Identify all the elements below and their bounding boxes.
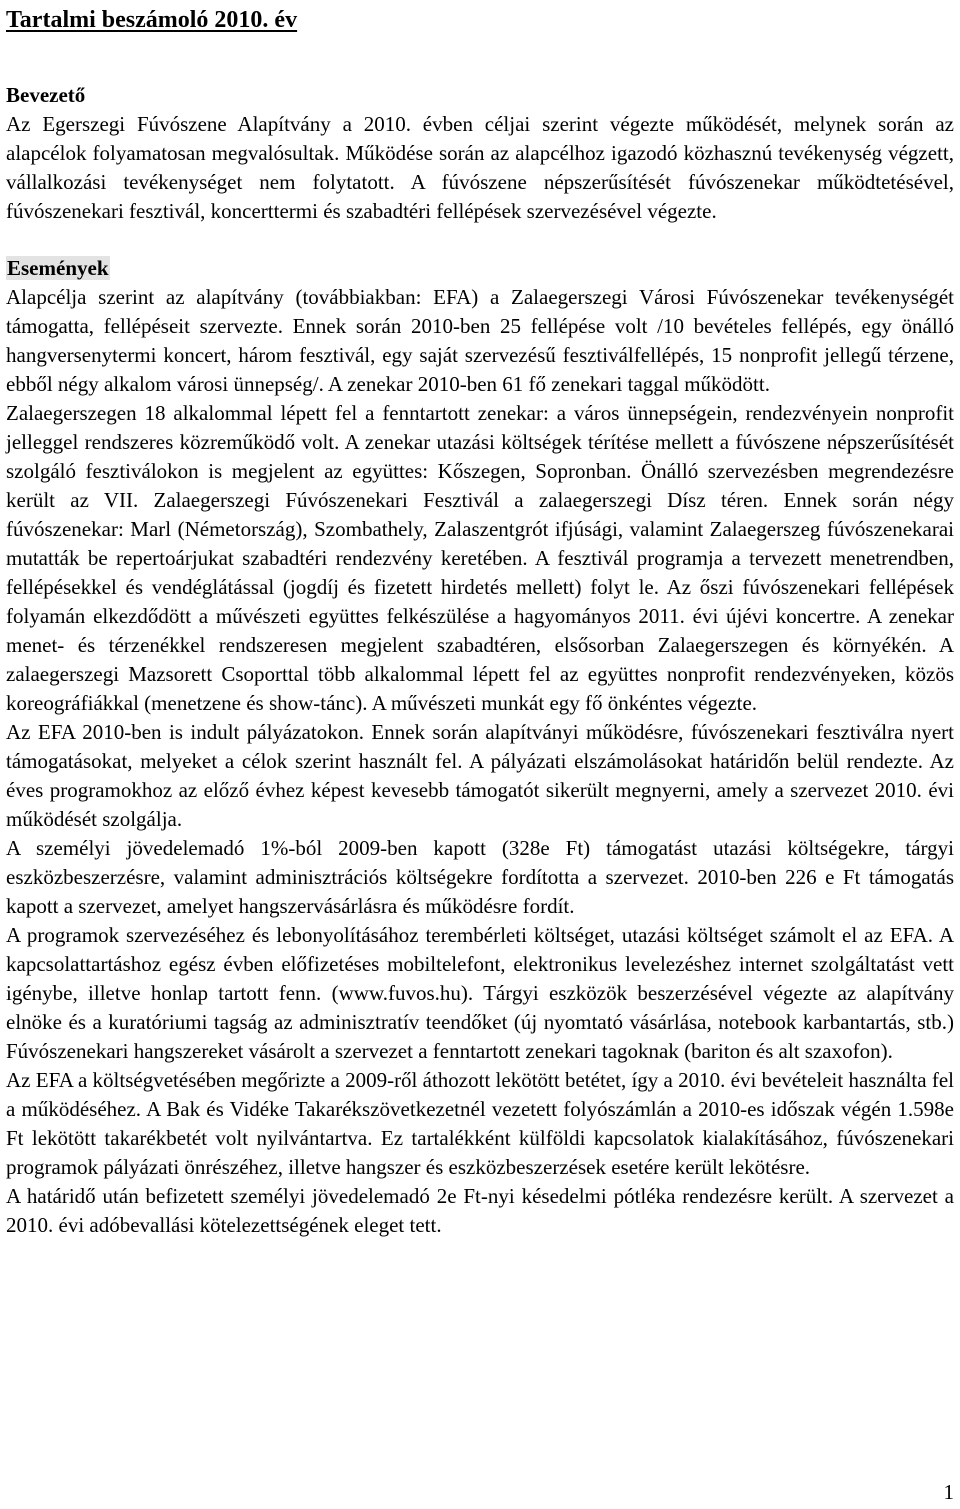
document-title: Tartalmi beszámoló 2010. év [6, 7, 298, 33]
document-page [6, 0, 954, 1240]
intro-heading: Bevezető [6, 83, 86, 107]
events-paragraph-2: Zalaegerszegen 18 alkalommal lépett fel a fenntartott zenekar: a város ünnepségein, rendezvényein nonprofit jelleggel rendszeres közreműködő volt. A zenekar utazási költségek térítése mellett a fúvószene népszerűsítését szolgáló fesztiválokon is megjelent az együttes: Kőszegen, Sopronban. Önálló szervezésben megrendezésre került az VII. Zalaegerszegi Fúvószenekari Fesztivál a zalaegerszegi Dísz téren. Ennek során négy fúvószenekar: Marl (Németország), Szombathely, Zalaszentgrót ifjúsági, valamint Zalaegerszeg fúvószenekarai mutatták be repertoárjukat szabadtéri rendezvény keretében. A fesztivál programja a tervezett menetrendben, fellépésekkel és vendéglátással (jogdíj és fizetett hirdetés mellett) folyt le. Az őszi fúvószenekari fellépések folyamán elkezdődött a művészeti együttes felkészülése a hagyományos 2011. évi újévi koncertre. A zenekar menet- és térzenékkel rendszeresen megjelent szabadtéren, elsősorban Zalaegerszegen és környékén. A zalaegerszegi Mazsorett Csoporttal több alkalommal lépett fel az együttes nonprofit rendezvényeken, közös koreográfiákkal (menetzene és show-tánc). A művészeti munkát egy fő önkéntes végezte. [6, 401, 954, 715]
events-paragraph-1: Alapcélja szerint az alapítvány (továbbiakban: EFA) a Zalaegerszegi Városi Fúvószenekar tevékenységét támogatta, fellépéseit szervezte. Ennek során 2010-ben 25 fellépése volt /10 bevételes fellépés, egy önálló hangversenytermi koncert, három fesztivál, egy saját szervezésű fesztiválfellépés, 15 nonprofit jellegű térzene, ebből négy alkalom városi ünnepség/. A zenekar 2010-ben 61 fő zenekari taggal működött. [6, 285, 954, 396]
events-paragraph-4: A személyi jövedelemadó 1%-ból 2009-ben kapott (328e Ft) támogatást utazási költségekre, tárgyi eszközbeszerzésre, valamint adminisztrációs költségekre fordította a szervezet. 2010-ben 226 e Ft támogatás kapott a szervezet, amelyet hangszervásárlásra és működésre fordít. [6, 836, 954, 918]
page-number: 1 [943, 1480, 954, 1504]
events-paragraph-6: Az EFA a költségvetésében megőrizte a 2009-ről áthozott lekötött betétet, így a 2010. évi bevételeit használta fel a működéséhez. A Bak és Vidéke Takarékszövetkezetnél vezetett folyószámlán a 2010-es időszak végén 1.598e Ft lekötött takarékbetét volt nyilvántartva. Ez tartalékként külföldi kapcsolatok kialakításához, fúvószenekari programok pályázati önrészéhez, illetve hangszer és eszközbeszerzések esetére került lekötésre. [6, 1068, 954, 1179]
events-heading-text: Események [7, 256, 109, 280]
events-paragraph-3: Az EFA 2010-ben is indult pályázatokon. Ennek során alapítványi működésre, fúvószenekari fesztiválra nyert támogatásokat, melyeket a célok szerint használt fel. A pályázati elszámolásokat határidőn belül rendezte. Az éves programokhoz az előző évhez képest kevesebb támogatót sikerült megnyerni, amely a szervezet 2010. évi működését szolgálja. [6, 720, 954, 831]
intro-paragraph: Az Egerszegi Fúvószene Alapítvány a 2010. évben céljai szerint végezte működését, melynek során az alapcélok folyamatosan megvalósultak. Működése során az alapcélhoz igazodó közhasznú tevékenység végzett, vállalkozási tevékenységet nem folytatott. A fúvószene népszerűsítését fúvószenekar működtetésével, fúvószenekari fesztivál, koncerttermi és szabadtéri fellépések szervezésével végezte. [6, 112, 954, 223]
events-paragraph-7: A határidő után befizetett személyi jövedelemadó 2e Ft-nyi késedelmi pótléka rendezésre került. A szervezet a 2010. évi adóbevallási kötelezettségének eleget tett. [6, 1184, 954, 1237]
events-paragraph-5: A programok szervezéséhez és lebonyolításához terembérleti költséget, utazási költséget számolt el az EFA. A kapcsolattartáshoz egész évben előfizetéses mobiltelefont, elektronikus levelezéshez internet szolgáltatást vett igénybe, illetve honlap tartott fenn. (www.fuvos.hu). Tárgyi eszközök beszerzésével végezte az alapítvány elnöke és a kuratóriumi tagság az adminisztratív teendőket (új nyomtató vásárlása, notebook karbantartás, stb.) Fúvószenekari hangszereket vásárolt a szervezet a fenntartott zenekari tagoknak (bariton és alt szaxofon). [6, 923, 954, 1063]
events-heading [6, 254, 954, 283]
